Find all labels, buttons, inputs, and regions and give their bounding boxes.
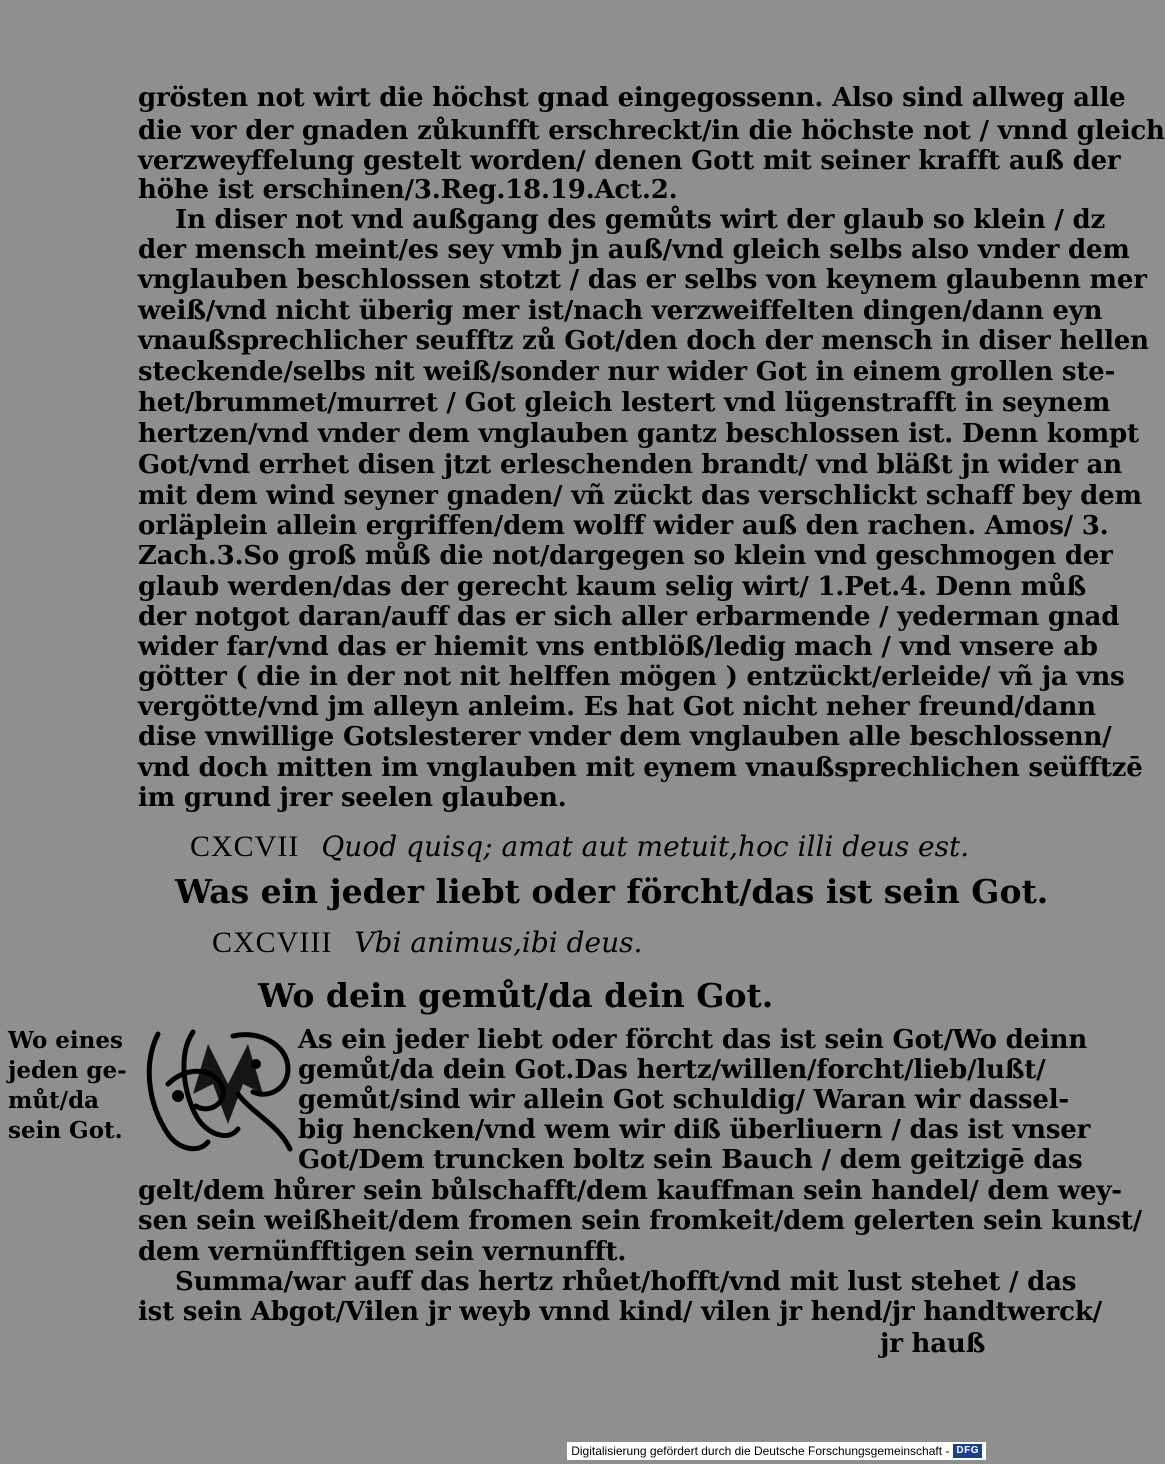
- body-line: gemůt/sind wir allein Got schuldig/ Waran wir dassel-: [298, 1085, 1070, 1115]
- body-line: sen sein weißheit/dem fromen sein fromkeit/dem gelerten sein kunst/: [138, 1206, 1142, 1236]
- margin-note-line: můt/da: [8, 1087, 100, 1114]
- body-line: As ein jeder liebt oder förcht das ist sein Got/Wo deinn: [298, 1025, 1088, 1055]
- heading-latin-cxcvii: [190, 830, 969, 864]
- decorated-initial-w: [138, 1024, 298, 1164]
- body-line: weiß/vnd nicht überig mer ist/nach verzweiffelten dingen/dann eyn: [138, 296, 1103, 326]
- body-line: Got/Dem truncken boltz sein Bauch / dem geitzigē das: [298, 1145, 1083, 1175]
- body-line: vnaußsprechlicher seufftz zů Got/den doch der mensch in diser hellen: [138, 326, 1149, 356]
- margin-note-line: jeden ge-: [8, 1057, 127, 1084]
- catchword: jr hauß: [880, 1329, 986, 1359]
- body-line: dise vnwillige Gotslesterer vnder dem vnglauben alle beschlossenn/: [138, 722, 1112, 752]
- body-line: Got/vnd errhet disen jtzt erleschenden brandt/ vnd bläßt jn wider an: [138, 450, 1122, 480]
- heading-latin-cxcviii: [212, 926, 642, 960]
- body-line: die vor der gnaden zůkunfft erschreckt/in die höchste not / vnnd gleich: [138, 116, 1165, 146]
- body-line: der notgot daran/auff das er sich aller erbarmende / yederman gnad: [138, 602, 1120, 632]
- body-line: im grund jrer seelen glauben.: [138, 783, 567, 813]
- body-line: het/brummet/murret / Got gleich lestert vnd lügenstrafft in seynem: [138, 388, 1111, 418]
- body-line: mit dem wind seyner gnaden/ vñ zückt das verschlickt schaff bey dem: [138, 481, 1142, 511]
- body-line: götter ( die in der not nit helffen mögen ) entzückt/erleide/ vñ ja vns: [138, 662, 1125, 692]
- heading-number: CXCVII: [190, 830, 300, 863]
- body-line: der mensch meint/es sey vmb jn auß/vnd gleich selbs also vnder dem: [138, 235, 1130, 265]
- body-line: glaub werden/das der gerecht kaum selig wirt/ 1.Pet.4. Denn můß: [138, 572, 1087, 602]
- heading-number: CXCVIII: [212, 926, 333, 959]
- body-line: In diser not vnd außgang des gemůts wirt der glaub so klein / dz: [175, 205, 1106, 235]
- footer-text: Digitalisierung gefördert durch die Deutsche Forschungsgemeinschaft -: [571, 1444, 950, 1458]
- body-line: big hencken/vnd wem wir diß überliuern / das ist vnser: [298, 1115, 1091, 1145]
- body-line: verzweyffelung gestelt worden/ denen Gott mit seiner krafft auß der: [138, 146, 1121, 176]
- body-line: vnglauben beschlossen stotzt / das er selbs von keynem glaubenn mer: [138, 265, 1147, 295]
- body-line: dem vernünfftigen sein vernunfft.: [138, 1237, 627, 1267]
- heading-latin-text: Quod quisq; amat aut metuit,hoc illi deus est.: [321, 830, 970, 863]
- body-line: höhe ist erschinen/3.Reg.18.19.Act.2.: [138, 175, 678, 205]
- body-line: ist sein Abgot/Vilen jr weyb vnnd kind/ vilen jr hend/jr handtwerck/: [138, 1297, 1102, 1327]
- body-line: grösten not wirt die höchst gnad eingegossenn. Also sind allweg alle: [138, 83, 1126, 113]
- margin-note-line: sein Got.: [8, 1117, 123, 1144]
- body-line: Summa/war auff das hertz rhůet/hofft/vnd mit lust stehet / das: [175, 1267, 1077, 1297]
- body-line: Zach.3.So groß můß die not/dargegen so klein vnd geschmogen der: [138, 541, 1113, 571]
- body-line: hertzen/vnd vnder dem vnglauben gantz beschlossen ist. Denn kompt: [138, 419, 1139, 449]
- body-line: vnd doch mitten im vnglauben mit eynem vnaußsprechlichen seüfftzē: [138, 753, 1143, 783]
- body-line: gemůt/da dein Got.Das hertz/willen/forcht/lieb/lußt/: [298, 1055, 1046, 1085]
- body-line: wider far/vnd das er hiemit vns entblöß/ledig mach / vnd vnsere ab: [138, 632, 1098, 662]
- margin-note-line: Wo eines: [8, 1027, 123, 1054]
- body-line: orläplein allein ergriffen/dem wolff wider auß den rachen. Amos/ 3.: [138, 511, 1109, 541]
- heading-german-cxcviii: Wo dein gemůt/da dein Got.: [258, 976, 774, 1015]
- dfg-logo-icon: DFG: [953, 1444, 982, 1458]
- body-line: vergötte/vnd jm alleyn anleim. Es hat Got nicht neher freund/dann: [138, 692, 1096, 722]
- heading-latin-text: Vbi animus,ibi deus.: [354, 926, 643, 959]
- digitization-footer: [567, 1442, 986, 1460]
- ornament-icon: [138, 1024, 298, 1164]
- heading-german-cxcvii: Was ein jeder liebt oder förcht/das ist sein Got.: [175, 872, 1049, 911]
- body-line: gelt/dem hůrer sein bůlschafft/dem kauffman sein handel/ dem wey-: [138, 1176, 1122, 1206]
- body-line: steckende/selbs nit weiß/sonder nur wider Got in einem grollen ste-: [138, 357, 1116, 387]
